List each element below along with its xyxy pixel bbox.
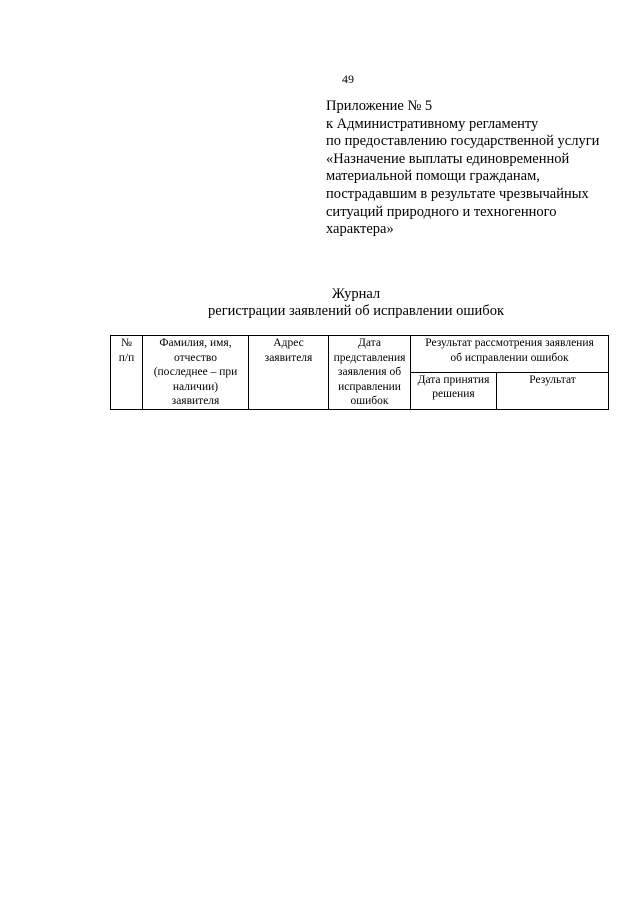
journal-heading bbox=[150, 286, 562, 320]
header-cell-submission-date: Дата представления заявления об исправлении ошибок bbox=[329, 336, 411, 410]
header-cell-applicant-name: Фамилия, имя, отчество (последнее – при наличии) заявителя bbox=[143, 336, 249, 410]
appendix-line: Приложение № 5 bbox=[326, 98, 433, 114]
journal-table bbox=[110, 335, 609, 410]
header-cell-number: № п/п bbox=[111, 336, 143, 410]
appendix-line: материальной помощи гражданам, bbox=[326, 168, 540, 185]
header-cell-review-result: Результат рассмотрения заявления об исправлении ошибок bbox=[411, 336, 609, 373]
appendix-line: ситуаций природного и техногенного bbox=[326, 203, 557, 220]
appendix-line: характера» bbox=[326, 221, 394, 238]
header-cell-decision-date: Дата принятия решения bbox=[411, 372, 497, 409]
appendix-line: к Административному регламенту bbox=[326, 115, 539, 132]
appendix-line: «Назначение выплаты единовременной bbox=[326, 150, 570, 167]
table-header-row bbox=[111, 336, 609, 373]
appendix-line: по предоставлению государственной услуги bbox=[326, 133, 600, 150]
header-cell-result: Результат bbox=[497, 372, 609, 409]
appendix-heading bbox=[326, 98, 626, 239]
journal-title: Журнал bbox=[331, 286, 381, 302]
journal-subtitle: регистрации заявлений об исправлении ошибок bbox=[208, 303, 504, 319]
appendix-line: пострадавшим в результате чрезвычайных bbox=[326, 185, 589, 202]
header-cell-applicant-address: Адрес заявителя bbox=[249, 336, 329, 410]
page-number: 49 bbox=[342, 72, 354, 86]
